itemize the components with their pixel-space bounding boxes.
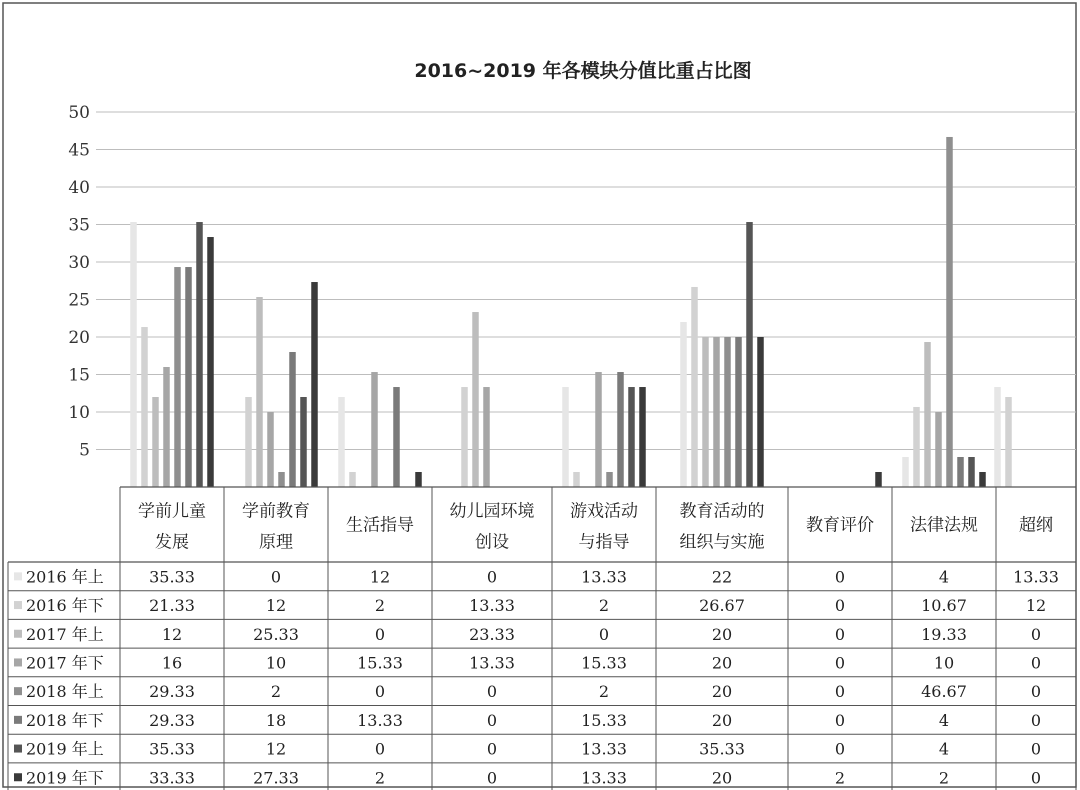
table-cell: 0	[1030, 739, 1042, 759]
table-cell: 13.33	[581, 768, 627, 788]
table-cell: 0	[834, 567, 846, 587]
y-tick-label: 30	[68, 253, 90, 273]
bar	[461, 387, 468, 487]
table-cell: 29.33	[149, 710, 195, 730]
legend-swatch	[14, 658, 22, 666]
bar	[946, 137, 953, 487]
bar	[968, 457, 975, 487]
table-cell: 0	[374, 739, 386, 759]
legend-swatch	[14, 745, 22, 753]
category-label: 组织与实施	[679, 532, 765, 553]
table-cell: 35.33	[699, 739, 745, 759]
table-cell: 35.33	[149, 567, 195, 587]
y-tick-label: 5	[79, 440, 90, 461]
bar	[875, 472, 882, 487]
bar	[924, 342, 931, 487]
chart-title: 2016~2019 年各模块分值比重占比图	[414, 60, 752, 82]
bar	[196, 222, 203, 487]
table-cell: 0	[834, 596, 846, 616]
category-label: 发展	[155, 532, 189, 553]
table-cell: 15.33	[581, 710, 627, 730]
table-cell: 2	[374, 768, 386, 788]
table-cell: 4	[938, 710, 950, 730]
table-cell: 0	[486, 567, 498, 587]
bar	[371, 372, 378, 487]
legend-label: 2016 年下	[26, 596, 104, 616]
bar	[680, 322, 687, 487]
legend-swatch	[14, 630, 22, 638]
table-cell: 0	[374, 624, 386, 644]
table-cell: 12	[265, 596, 287, 616]
bar	[573, 472, 580, 487]
table-cell: 23.33	[469, 624, 515, 644]
table-cell: 26.67	[699, 596, 745, 616]
category-label: 游戏活动	[570, 501, 638, 522]
table-cell: 20	[711, 624, 733, 644]
table-cell: 4	[938, 567, 950, 587]
bar	[606, 472, 613, 487]
table-cell: 0	[486, 768, 498, 788]
legend-label: 2018 年上	[26, 682, 104, 702]
category-label: 幼儿园环境	[449, 501, 535, 522]
table-cell: 2	[374, 596, 386, 616]
legend-label: 2019 年下	[26, 768, 104, 788]
table-cell: 10	[933, 653, 955, 673]
category-label: 法律法规	[910, 515, 978, 536]
y-tick-label: 45	[68, 140, 90, 161]
table-cell: 13.33	[1013, 567, 1059, 587]
bar	[913, 407, 920, 487]
category-label: 创设	[475, 532, 509, 553]
bar	[278, 472, 285, 487]
legend-swatch	[14, 773, 22, 781]
table-cell: 12	[161, 624, 183, 644]
table-cell: 0	[834, 653, 846, 673]
table-cell: 22	[711, 567, 733, 587]
bar	[245, 397, 252, 487]
bar	[979, 472, 986, 487]
table-cell: 25.33	[253, 624, 299, 644]
table-cell: 13.33	[469, 596, 515, 616]
category-label: 学前教育	[242, 501, 310, 522]
legend-swatch	[14, 687, 22, 695]
bar	[713, 337, 720, 487]
table-cell: 2	[598, 682, 610, 702]
y-tick-label: 20	[68, 328, 90, 348]
table-cell: 2	[598, 596, 610, 616]
legend-label: 2018 年下	[26, 710, 104, 730]
bar	[415, 472, 422, 487]
table-cell: 0	[486, 682, 498, 702]
legend-label: 2017 年上	[26, 624, 104, 644]
bar	[338, 397, 345, 487]
category-label: 生活指导	[346, 515, 414, 536]
bar	[595, 372, 602, 487]
bar	[617, 372, 624, 487]
table-cell: 15.33	[357, 653, 403, 673]
bar	[141, 327, 148, 487]
table-cell: 0	[834, 739, 846, 759]
table-cell: 20	[711, 768, 733, 788]
bar	[349, 472, 356, 487]
legend-swatch	[14, 601, 22, 609]
table-cell: 0	[486, 739, 498, 759]
table-cell: 0	[834, 624, 846, 644]
y-tick-label: 25	[68, 290, 90, 311]
bar	[639, 387, 646, 487]
category-label: 与指导	[578, 532, 630, 553]
bar	[957, 457, 964, 487]
table-cell: 20	[711, 710, 733, 730]
bar	[267, 412, 274, 487]
bar	[902, 457, 909, 487]
table-cell: 0	[374, 682, 386, 702]
table-cell: 27.33	[253, 768, 299, 788]
table-cell: 13.33	[581, 567, 627, 587]
table-cell: 20	[711, 653, 733, 673]
table-cell: 20	[711, 682, 733, 702]
table-cell: 29.33	[149, 682, 195, 702]
bar	[130, 222, 137, 487]
bar	[757, 337, 764, 487]
bar	[300, 397, 307, 487]
table-cell: 12	[369, 567, 391, 587]
bar	[256, 297, 263, 487]
y-tick-label: 35	[68, 215, 90, 236]
bar	[1005, 397, 1012, 487]
table-cell: 12	[265, 739, 287, 759]
table-cell: 10	[265, 653, 287, 673]
table-cell: 0	[598, 624, 610, 644]
table-cell: 2	[270, 682, 282, 702]
bar	[483, 387, 490, 487]
legend-swatch	[14, 572, 22, 580]
y-tick-label: 10	[68, 403, 90, 423]
table-cell: 0	[1030, 682, 1042, 702]
table-cell: 2	[834, 768, 846, 788]
legend-label: 2016 年上	[26, 567, 104, 587]
category-label: 超纲	[1019, 515, 1053, 536]
table-cell: 2	[938, 768, 950, 788]
table-cell: 4	[938, 739, 950, 759]
table-cell: 0	[1030, 653, 1042, 673]
table-cell: 13.33	[469, 653, 515, 673]
bar	[702, 337, 709, 487]
table-cell: 35.33	[149, 739, 195, 759]
bar	[393, 387, 400, 487]
table-cell: 15.33	[581, 653, 627, 673]
bar	[311, 282, 318, 487]
table-cell: 18	[265, 710, 287, 730]
bar	[207, 237, 214, 487]
bar	[472, 312, 479, 487]
category-label: 学前儿童	[138, 501, 206, 522]
bar	[994, 387, 1001, 487]
category-label: 教育活动的	[679, 501, 765, 522]
table-cell: 0	[270, 567, 282, 587]
table-cell: 46.67	[921, 682, 967, 702]
bar	[691, 287, 698, 487]
table-cell: 13.33	[581, 739, 627, 759]
y-tick-label: 40	[68, 178, 90, 198]
table-cell: 12	[1025, 596, 1047, 616]
table-cell: 0	[1030, 710, 1042, 730]
bar	[289, 352, 296, 487]
table-cell: 13.33	[357, 710, 403, 730]
bar	[746, 222, 753, 487]
table-cell: 10.67	[921, 596, 967, 616]
y-tick-label: 15	[68, 365, 90, 386]
category-label: 原理	[259, 532, 293, 553]
table-cell: 0	[834, 710, 846, 730]
bar	[174, 267, 181, 487]
table-cell: 0	[1030, 624, 1042, 644]
table-cell: 0	[486, 710, 498, 730]
bar	[628, 387, 635, 487]
table-cell: 0	[834, 682, 846, 702]
category-label: 教育评价	[806, 515, 874, 536]
table-cell: 16	[161, 653, 183, 673]
legend-label: 2017 年下	[26, 653, 104, 673]
bar	[735, 337, 742, 487]
legend-label: 2019 年上	[26, 739, 104, 759]
bar	[935, 412, 942, 487]
table-cell: 0	[1030, 768, 1042, 788]
bar	[185, 267, 192, 487]
bar	[163, 367, 170, 487]
bar	[724, 337, 731, 487]
legend-swatch	[14, 716, 22, 724]
bar	[152, 397, 159, 487]
bar	[562, 387, 569, 487]
table-cell: 19.33	[921, 624, 967, 644]
table-cell: 33.33	[149, 768, 195, 788]
table-cell: 21.33	[149, 596, 195, 616]
y-tick-label: 50	[68, 103, 90, 123]
